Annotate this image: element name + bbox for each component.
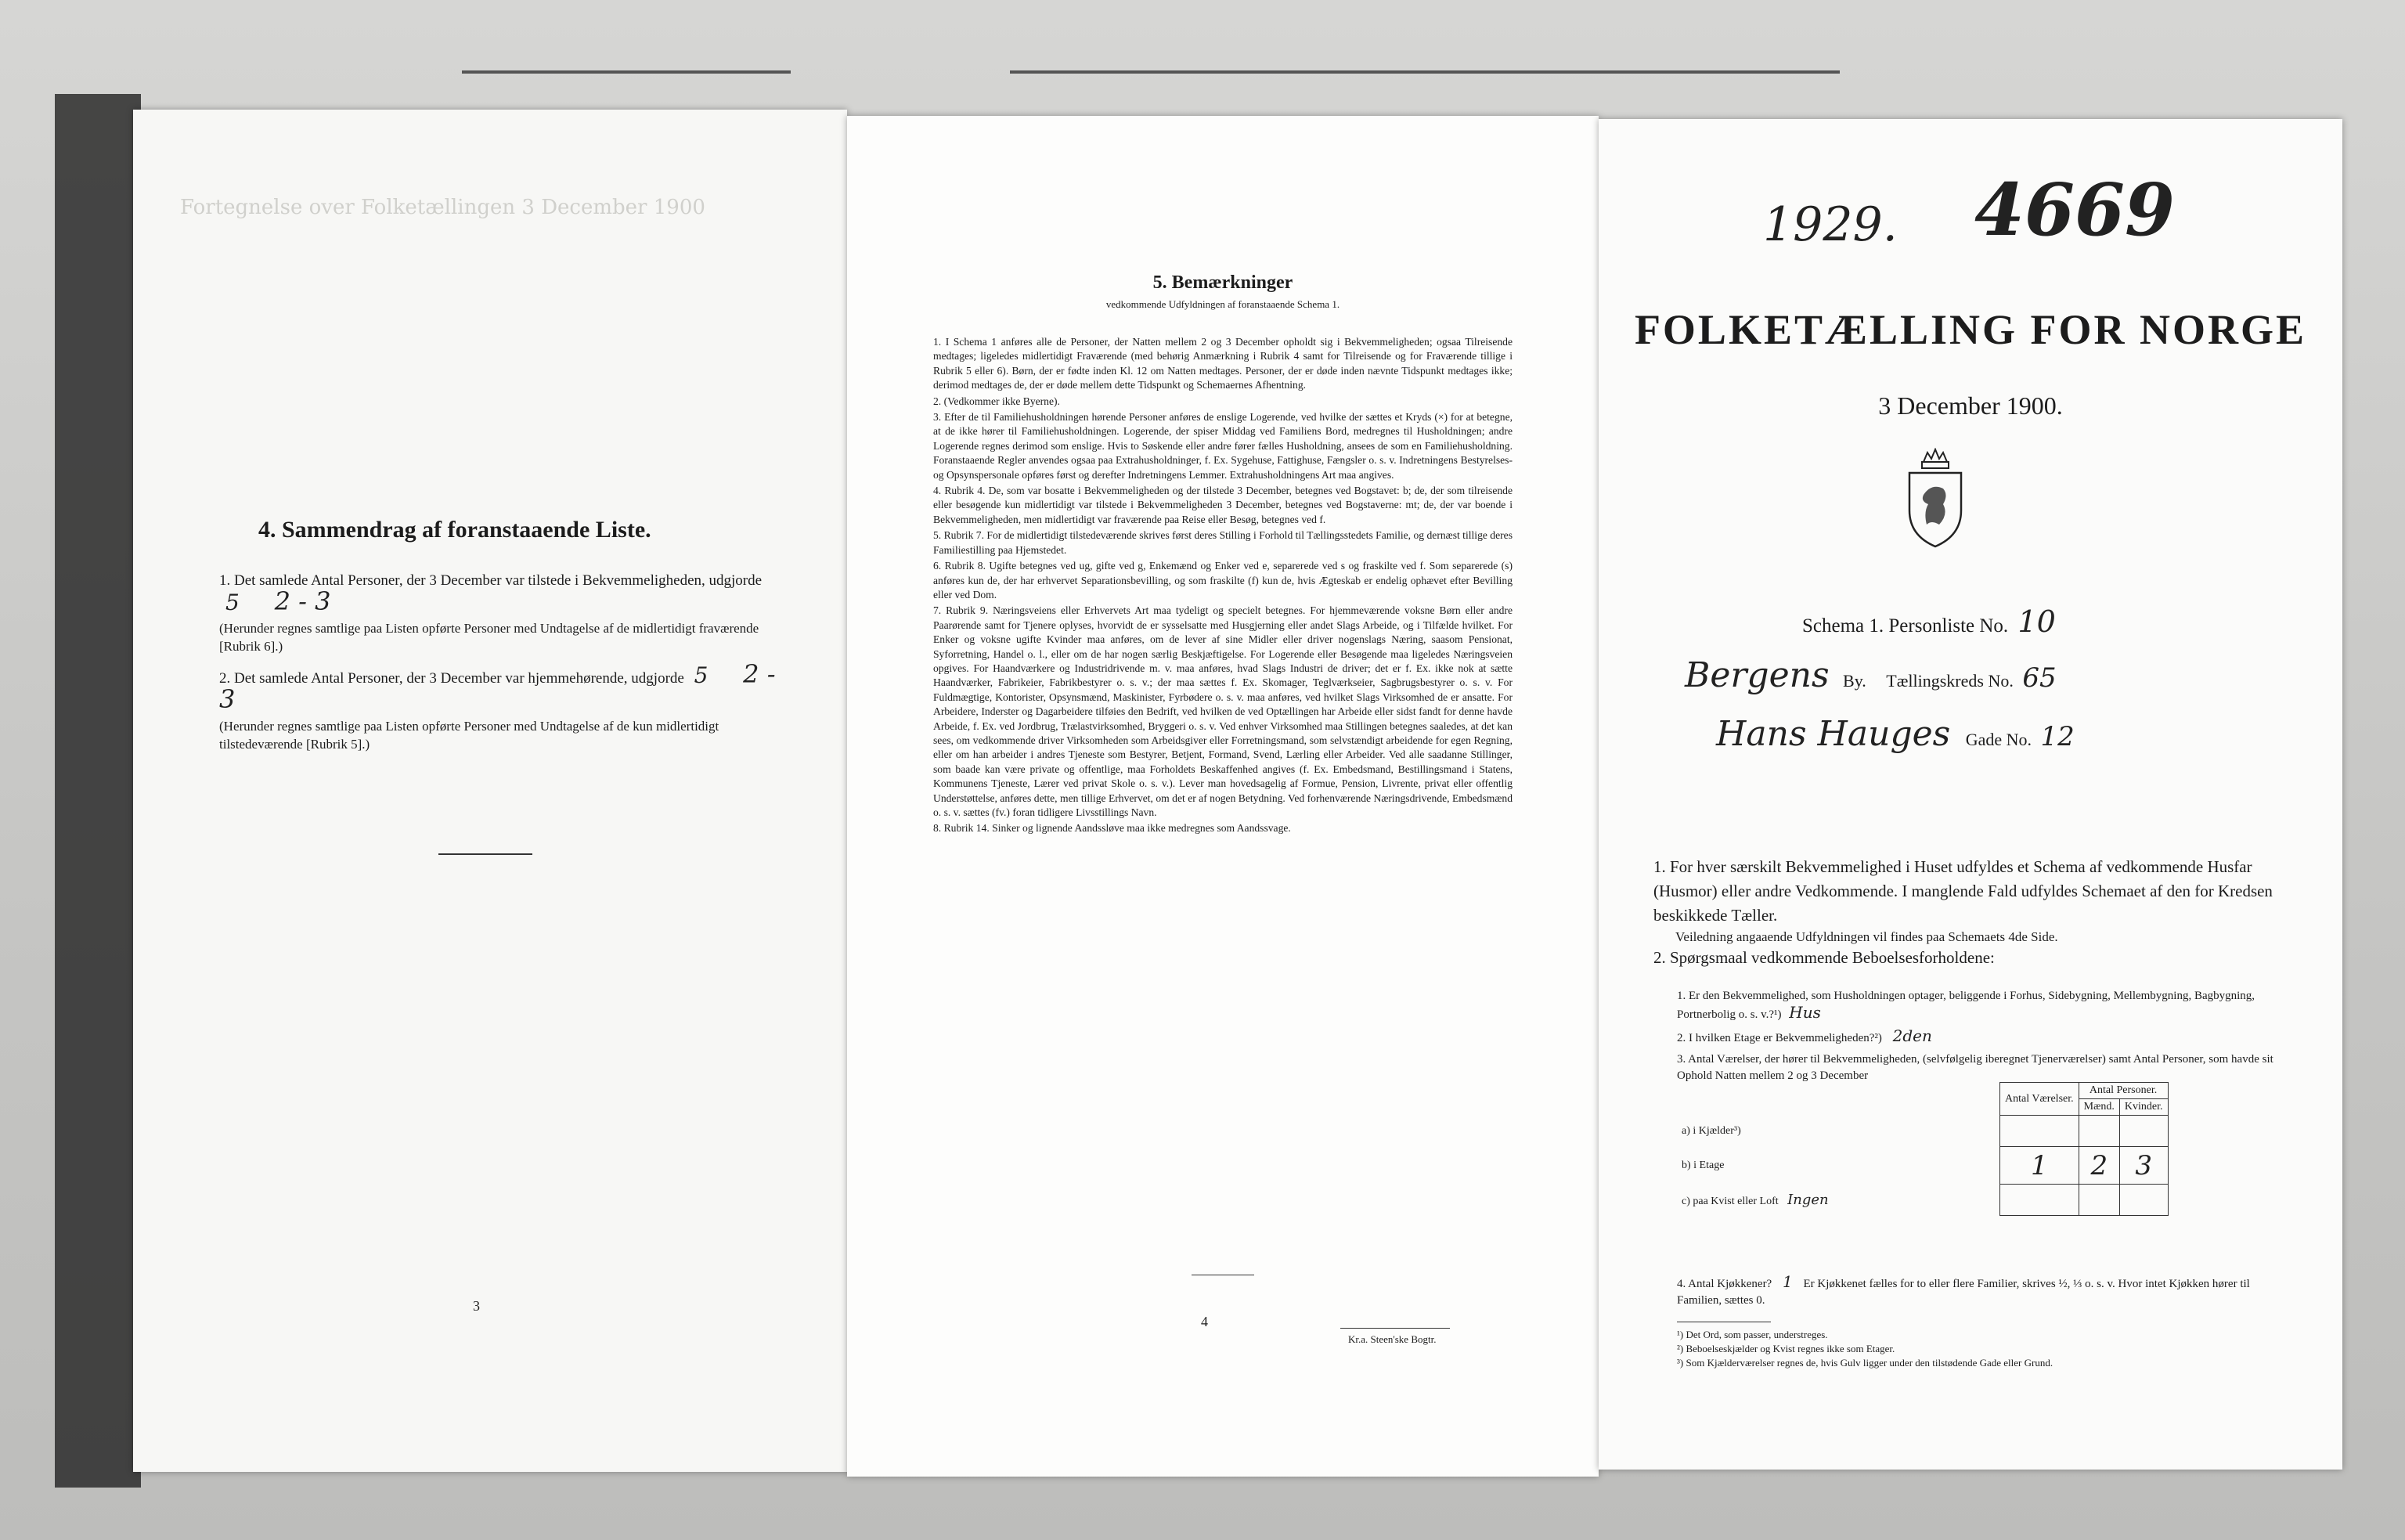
item-1-hand-range: 2 - 3 <box>274 586 331 616</box>
counts-table <box>1677 1082 2169 1216</box>
footnote-3: ³) Som Kjælderværelser regnes de, hvis Gulv ligger under den tilstødende Gade eller Grund. <box>1677 1357 2053 1369</box>
question-1 <box>1677 988 2288 1023</box>
row-b-label: b) i Etage <box>1682 1159 1725 1171</box>
remarks-title: 5. Bemærkninger <box>1152 272 1293 293</box>
item-2-note: (Herunder regnes samtlige paa Listen opførte Personer med Undtagelse af de kun midlertidigt tilstedeværende [Rubrik 5].) <box>219 719 719 752</box>
item-1-note: (Herunder regnes samtlige paa Listen opførte Personer med Undtagelse af de midlertidigt fraværende [Rubrik 6].) <box>219 621 759 654</box>
printer-mark: Kr.a. Steen'ske Bogtr. <box>1348 1333 1437 1345</box>
kreds-number: 65 <box>2022 662 2057 694</box>
col-women: Kvinder. <box>2119 1099 2168 1116</box>
schema-line <box>1802 604 2056 639</box>
coat-of-arms <box>1900 448 1971 550</box>
top-line-left <box>462 70 791 74</box>
question-2-hand: 2den <box>1892 1026 1932 1045</box>
divider-rule <box>438 853 532 855</box>
main-title: FOLKETÆLLING FOR NORGE <box>1634 306 2307 353</box>
remark-7: 7. Rubrik 9. Næringsveiens eller Erhvervets Art maa tydeligt og specielt betegnes. For hjemmeværende voksne Børn eller andre Paarørende samt for Tjenere oplyses, hvorvidt de er sysselsatte med Husgjerning eller andet Slags Arbeide, og i Tilfælde hvilket. For Enker og voksne ugifte Kvinder maa anføres, om de lever af sine Midler eller driver nogenslags Næring, saasom Pensionat, Syforretning, Handel o. l., eller om de har nogen særlig Beskjæftigelse. For Logerende eller Besøgende maa ligeledes Næringsveien opgives. For Haandværkere og Industridrivende m. v. maa anføres, hvad Slags Industri de driver; det er f. Ex. ikke nok at sætte Haandværker, Fabrikeier, Fabrikbestyrer o. s. v.; der maa sættes f. Ex. Skomager, Teglværkseier, Sagbrugsbestyrer o. s. v. For Fuldmægtige, Kontorister, Opsynsmænd, Maskinister, Fyrbødere o. s. v. maa anføres, ved hvilket Slags Virksomhed de er ansatte. For Arbeidere, Inderster og Dagarbeidere tilføies den Bedrift, ved hvilken de ved Optællingen har Arbeide eller sidst fandt for denne havde Arbeide, f. Ex. ved Jordbrug, Trælastvirksomhed, Bryggeri o. s. v. Ved enhver Virksomhed maa Stillingen betegnes saaledes, at det kan sees, om vedkommende driver Virksomheden som Arbeidsgiver eller Forretningsmand, som selvstændigt arbeidende for egen Regning, eller om han arbeider i andres Tjeneste som Bestyrer, Betjent, Formand, Svend, Lærling eller Arbeider. Ved alle saadanne Stillinger, som baade kan være private og offentlige, maa Forholdets Beskaffenhed angives (f. Ex. Embedsmand, Bestillingsmand i Statens, Kommunens Tjeneste, Lærer ved privat Skole o. s. v.). Lever man hovedsagelig af Formue, Pension, Livrente, privat eller offentlig Understøttelse, anføres dette, men tillige Erhvervet, om det er af nogen Betydning. Ved forhenværende Næringsdrivende, Embedsmænd o. s. v. sættes (fv.) foran tidligere Livsstillings Navn. <box>933 604 1513 818</box>
counts-table-wrap <box>1677 1082 2169 1216</box>
hand-archive-number: 4669 <box>1974 168 2176 252</box>
question-2 <box>1677 1028 2288 1047</box>
middle-page <box>847 116 1599 1477</box>
row-a-men <box>2079 1116 2119 1147</box>
row-b-men: 2 <box>2079 1147 2119 1185</box>
kitchen-question <box>1677 1274 2288 1309</box>
instruction-guide: Veiledning angaaende Udfyldningen vil findes paa Schemaets 4de Side. <box>1675 929 2058 944</box>
item-1-text: 1. Det samlede Antal Personer, der 3 December var tilstede i Bekvemmeligheden, udgjorde <box>219 572 763 589</box>
row-a-women <box>2119 1116 2168 1147</box>
footnote-1: ¹) Det Ord, som passer, understreges. <box>1677 1329 1828 1340</box>
printer-rule <box>1340 1328 1450 1329</box>
by-label: By. <box>1843 671 1866 691</box>
item-2-hand-value: 5 <box>694 662 709 688</box>
right-page <box>1599 119 2342 1470</box>
col-rooms: Antal Værelser. <box>2000 1083 2079 1116</box>
street-hand: Hans Hauges <box>1716 714 1951 754</box>
row-c-men <box>2079 1185 2119 1216</box>
norway-lion-icon <box>1900 448 1971 550</box>
remark-3: 3. Efter de til Familiehusholdningen hørende Personer anføres de enslige Logerende, ved hvilke der sættes et Kryds (×) for at betegne, at de ikke hører til Familiehusholdningen. Logerende, der spiser Middag ved Familiens Bord, medregnes til Husholdningen; andre Logerende regnes derimod som enslige. Hvis to Søskende eller andre fører fælles Husholdning, ansees de som en Familiehusholdning. Foranstaaende Regler anvendes ogsaa paa Extrahusholdninger, f. Ex. Sygehuse, Fattighuse, Fængsler o. s. v. Indretningens Bestyrelses- og Opsynspersonale opføres først og derefter Indretningens Lemmer. Extrahusholdningens Art maa angives. <box>933 411 1513 481</box>
remark-1: 1. I Schema 1 anføres alle de Personer, der Natten mellem 2 og 3 December opholdt sig i Bekvemmeligheden; ogsaa Tilreisende medtages; ligeledes midlertidigt Fraværende (med behørig Anmærkning i Rubrik 4 samt for Tilreisende og for Fraværende tillige i Rubrik 5 eller 6). Børn, der er fødte inden Kl. 12 om Natten medtages. Personer, der er døde inden nævnte Tidspunkt medtages ikke; derimod medtages de, der er døde mellem dette Tidspunkt og Schemaernes Afhentning. <box>933 336 1513 391</box>
row-c-women <box>2119 1185 2168 1216</box>
instructions-block <box>1653 855 2280 970</box>
page-number-4: 4 <box>1201 1314 1208 1329</box>
question-3: 3. Antal Værelser, der hører til Bekvemmeligheden, (selvfølgelig iberegnet Tjenerværelser) samt Antal Personer, som havde sit Ophold Natten mellem 2 og 3 December <box>1677 1053 2273 1082</box>
kreds-label: Tællingskreds No. <box>1886 671 2014 691</box>
col-men: Mænd. <box>2079 1099 2119 1116</box>
instruction-1: 1. For hver særskilt Bekvemmelighed i Huset udfyldes et Schema af vedkommende Husfar (Husmor) eller andre Vedkommende. I manglende Fald udfyldes Schemaet af den for Kredsen beskikkede Tæller. <box>1653 857 2273 925</box>
row-c-label-text: c) paa Kvist eller Loft <box>1682 1196 1779 1207</box>
item-2-hand-range: 2 - 3 <box>219 659 776 714</box>
summary-title: 4. Sammendrag af foranstaaende Liste. <box>258 517 651 543</box>
gade-label: Gade No. <box>1965 730 2032 749</box>
hand-year: 1929. <box>1763 197 1898 252</box>
row-a-label: a) i Kjælder³) <box>1682 1124 1741 1137</box>
q4-hand: 1 <box>1782 1272 1793 1291</box>
left-page <box>133 110 847 1472</box>
schema-number: 10 <box>2017 604 2056 639</box>
q4-text: Er Kjøkkenet fælles for to eller flere Familier, skrives ½, ⅓ o. s. v. Hvor intet Kjøkken hører til Familien, sættes 0. <box>1677 1278 2250 1307</box>
schema-label: Schema 1. Personliste No. <box>1802 615 2009 637</box>
remark-2: 2. (Vedkommer ikke Byerne). <box>933 395 1060 407</box>
ghost-text: Fortegnelse over Folketællingen 3 December 1900 <box>180 196 705 219</box>
row-b-women: 3 <box>2119 1147 2168 1185</box>
remark-5: 5. Rubrik 7. For de midlertidigt tilstedeværende skrives først deres Stilling i Forhold til Tællingsstedets Familie, og dernæst tillige deres Familiestilling paa Hjemstedet. <box>933 529 1513 556</box>
row-a-rooms <box>2000 1116 2079 1147</box>
remarks-subtitle: vedkommende Udfyldningen af foranstaaende Schema 1. <box>1105 298 1340 310</box>
census-date: 3 December 1900. <box>1878 391 2063 420</box>
row-b-rooms: 1 <box>2000 1147 2079 1185</box>
question-1-hand: Hus <box>1789 1003 1821 1022</box>
remark-6: 6. Rubrik 8. Ugifte betegnes ved ug, gifte ved g, Enkemænd og Enker ved e, separerede ved s og fraskilte ved f. Som separerede (s) anføres kun de, der har erhvervet Separationsbevilling, og som fraskilte (f) kun de, hvis Ægteskab er endelig ophævet efter Bevilling eller ved Dom. <box>933 560 1513 600</box>
footnote-2: ²) Beboelseskjælder og Kvist regnes ikke som Etager. <box>1677 1343 1895 1354</box>
remarks-list <box>933 335 1513 838</box>
summary-item-2 <box>219 659 783 753</box>
col-persons: Antal Personer. <box>2079 1083 2168 1099</box>
item-2-text: 2. Det samlede Antal Personer, der 3 December var hjemmehørende, udgjorde <box>219 670 684 687</box>
row-c-rooms <box>2000 1185 2079 1216</box>
row-c-label <box>1677 1185 2000 1216</box>
street-line <box>1716 714 2303 754</box>
question-2-text: 2. I hvilken Etage er Bekvemmeligheden?²) <box>1677 1032 1882 1044</box>
item-1-hand-value: 5 <box>225 590 240 615</box>
questions-block <box>1677 988 2288 1084</box>
city-hand: Bergens <box>1685 655 1830 695</box>
instruction-2: 2. Spørgsmaal vedkommende Beboelsesforholdene: <box>1653 948 1995 967</box>
page-number-3: 3 <box>473 1298 480 1314</box>
remark-4: 4. Rubrik 4. De, som var bosatte i Bekvemmeligheden og der tilstede 3 December, betegnes ved Bogstavet: b; de, der som tilreisende eller besøgende kun midlertidigt var tilstede i Bekvemmeligheden 3 December, betegnes ved Bogstaverne: mt; de, der var boende i Bekvemmeligheden, men midlertidigt var fraværende paa Reise eller Besøg, betegnes ved f. <box>933 485 1513 525</box>
q4-label: 4. Antal Kjøkkener? <box>1677 1278 1772 1290</box>
gade-number: 12 <box>2040 721 2075 752</box>
scan-shadow <box>55 94 141 1488</box>
footnotes <box>1677 1328 2303 1370</box>
top-line-right <box>1010 70 1840 74</box>
summary-item-1 <box>219 570 783 655</box>
question-1-text: 1. Er den Bekvemmelighed, som Husholdningen optager, beliggende i Forhus, Sidebygning, Mellembygning, Bagbygning, Portnerbolig o. s. v.?¹) <box>1677 990 2255 1021</box>
city-line <box>1685 655 2311 695</box>
remark-8: 8. Rubrik 14. Sinker og lignende Aandssløve maa ikke medregnes som Aandssvage. <box>933 822 1291 835</box>
row-c-hand: Ingen <box>1787 1192 1829 1208</box>
